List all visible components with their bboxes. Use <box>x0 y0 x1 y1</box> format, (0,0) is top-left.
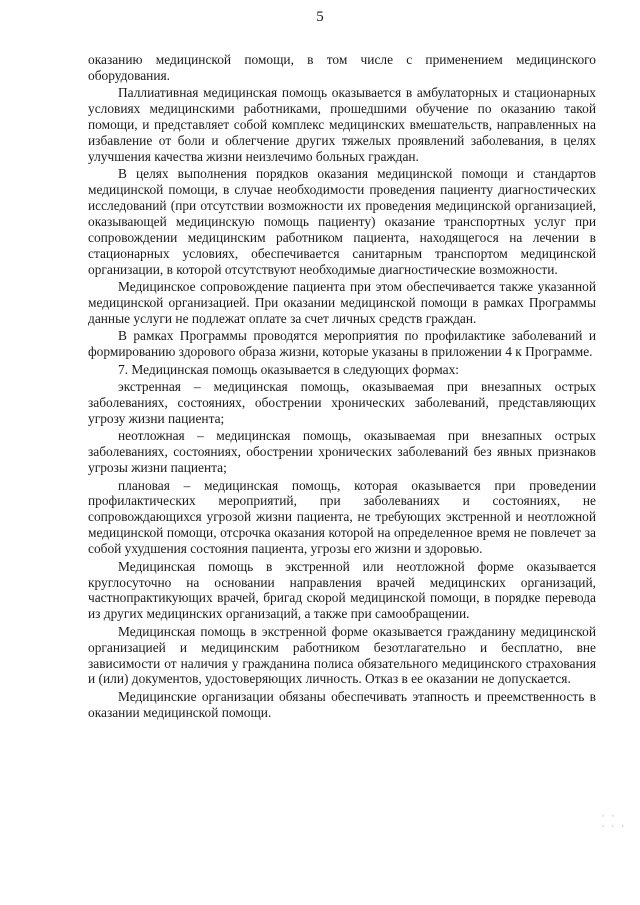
paragraph-palliative-care: Паллиативная медицинская помощь оказывается в амбулаторных и стационарных условиях медицинскими работниками, прошедшими обучение по оказанию такой помощи, и представляет собой комплекс медицинских вмешательств, направленных на избавление от боли и облегчение других тяжелых проявлений заболевания, в целях улучшения качества жизни неизлечимо больных граждан. <box>88 85 596 164</box>
paragraph-form-urgent: неотложная – медицинская помощь, оказываемая при внезапных острых заболеваниях, состояниях, обострении хронических заболеваний без явных признаков угрозы жизни пациента; <box>88 428 596 476</box>
document-body <box>88 52 596 722</box>
paragraph-continuity-of-care: Медицинские организации обязаны обеспечивать этапность и преемственность в оказании медицинской помощи. <box>88 688 596 720</box>
paragraph-section-7-heading: 7. Медицинская помощь оказывается в следующих формах: <box>118 361 460 377</box>
paragraph-continuation: оказанию медицинской помощи, в том числе с применением медицинского оборудования. <box>88 52 596 83</box>
page-number: 5 <box>316 9 324 25</box>
paragraph-diagnostic-transport: В целях выполнения порядков оказания медицинской помощи и стандартов медицинской помощи, в случае необходимости проведения пациенту диагностических исследований (при отсутствии возможности их проведения медицинской организацией, оказывающей медицинскую помощь пациенту) оказание транспортных услуг при сопровождении медицинским работником пациента, находящегося на лечении в стационарных условиях, обеспечивается санитарным транспортом медицинской организации, в которой отсутствуют необходимые диагностические возможности. <box>88 166 596 277</box>
paragraph-prevention: В рамках Программы проводятся мероприятия по профилактике заболеваний и формированию здорового образа жизни, которые указаны в приложении 4 к Программе. <box>88 328 596 360</box>
paragraph-form-emergency: экстренная – медицинская помощь, оказываемая при внезапных острых заболеваниях, состояниях, обострении хронических заболеваний, представляющих угрозу жизни пациента; <box>88 379 596 426</box>
scan-artifact: · · · · · <box>601 812 626 832</box>
paragraph-medical-escort: Медицинское сопровождение пациента при этом обеспечивается также указанной медицинской организацией. При оказании медицинской помощи в рамках Программы данные услуги не подлежат оплате за счет личных средств граждан. <box>88 279 596 326</box>
paragraph-round-the-clock: Медицинская помощь в экстренной или неотложной форме оказывается круглосуточно на основании направления врачей медицинских организаций, частнопрактикующих врачей, бригад скорой медицинской помощи, в порядке перевода из других медицинских организаций, а также при самообращении. <box>88 558 596 622</box>
paragraph-free-emergency-care: Медицинская помощь в экстренной форме оказывается гражданину медицинской организацией и медицинским работником безотлагательно и бесплатно, вне зависимости от наличия у гражданина полиса обязательного медицинского страхования и (или) документов, удостоверяющих личность. Отказ в ее оказании не допускается. <box>88 623 596 687</box>
paragraph-form-planned: плановая – медицинская помощь, которая оказывается при проведении профилактических мероприятий, при заболеваниях и состояниях, не сопровождающихся угрозой жизни пациента, не требующих экстренной и неотложной медицинской помощи, отсрочка оказания которой на определенное время не повлечет за собой ухудшения состояния пациента, угрозы его жизни и здоровью. <box>88 477 596 557</box>
